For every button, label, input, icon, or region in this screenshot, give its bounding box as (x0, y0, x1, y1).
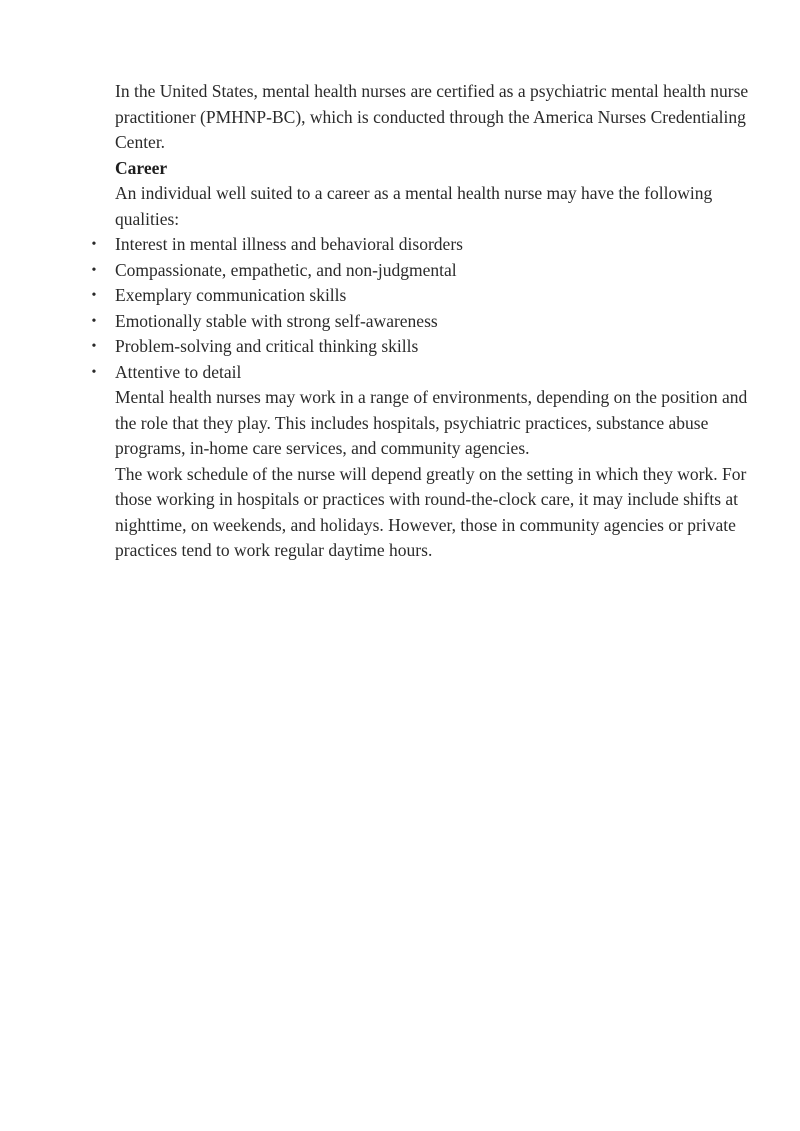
list-item-text: Interest in mental illness and behavioral disorders (115, 234, 463, 254)
career-heading: Career (115, 157, 168, 178)
bullet-icon: • (91, 262, 97, 278)
list-item (91, 334, 755, 360)
bullet-icon: • (91, 288, 97, 303)
schedule-paragraph: The work schedule of the nurse will depend greatly on the setting in which they work. For those working in hospitals or practices with round-the-clock care, it may include shifts at nighttime, on weekends, and holidays. However, those in community agencies or private practices tend to work regular daytime hours. (115, 463, 747, 560)
list-item (91, 232, 755, 258)
qualities-intro-paragraph: An individual well suited to a career as a mental health nurse may have the following qualities: (115, 183, 713, 229)
environments-paragraph: Mental health nurses may work in a range of environments, depending on the position and the role that they play. This includes hospitals, psychiatric practices, substance abuse programs, in-home care services, and community agencies. (115, 387, 748, 458)
list-item-text: Compassionate, empathetic, and non-judgmental (115, 259, 457, 280)
qualities-list (91, 232, 755, 385)
list-item (91, 258, 755, 284)
list-item-text: Emotionally stable with strong self-awareness (115, 310, 438, 331)
document-body (91, 79, 755, 564)
bullet-icon: • (91, 339, 97, 354)
list-item (91, 283, 755, 309)
list-item (91, 360, 755, 386)
list-item (91, 309, 755, 335)
list-item-text: Exemplary communication skills (115, 285, 347, 305)
bullet-icon: • (91, 237, 97, 252)
bullet-icon: • (91, 364, 97, 380)
list-item-text: Problem-solving and critical thinking skills (115, 336, 419, 356)
list-item-text: Attentive to detail (115, 361, 242, 382)
intro-paragraph: In the United States, mental health nurses are certified as a psychiatric mental health nurse practitioner (PMHNP-BC), which is conducted through the America Nurses Credentialing Center. (115, 81, 749, 152)
bullet-icon: • (91, 313, 97, 329)
